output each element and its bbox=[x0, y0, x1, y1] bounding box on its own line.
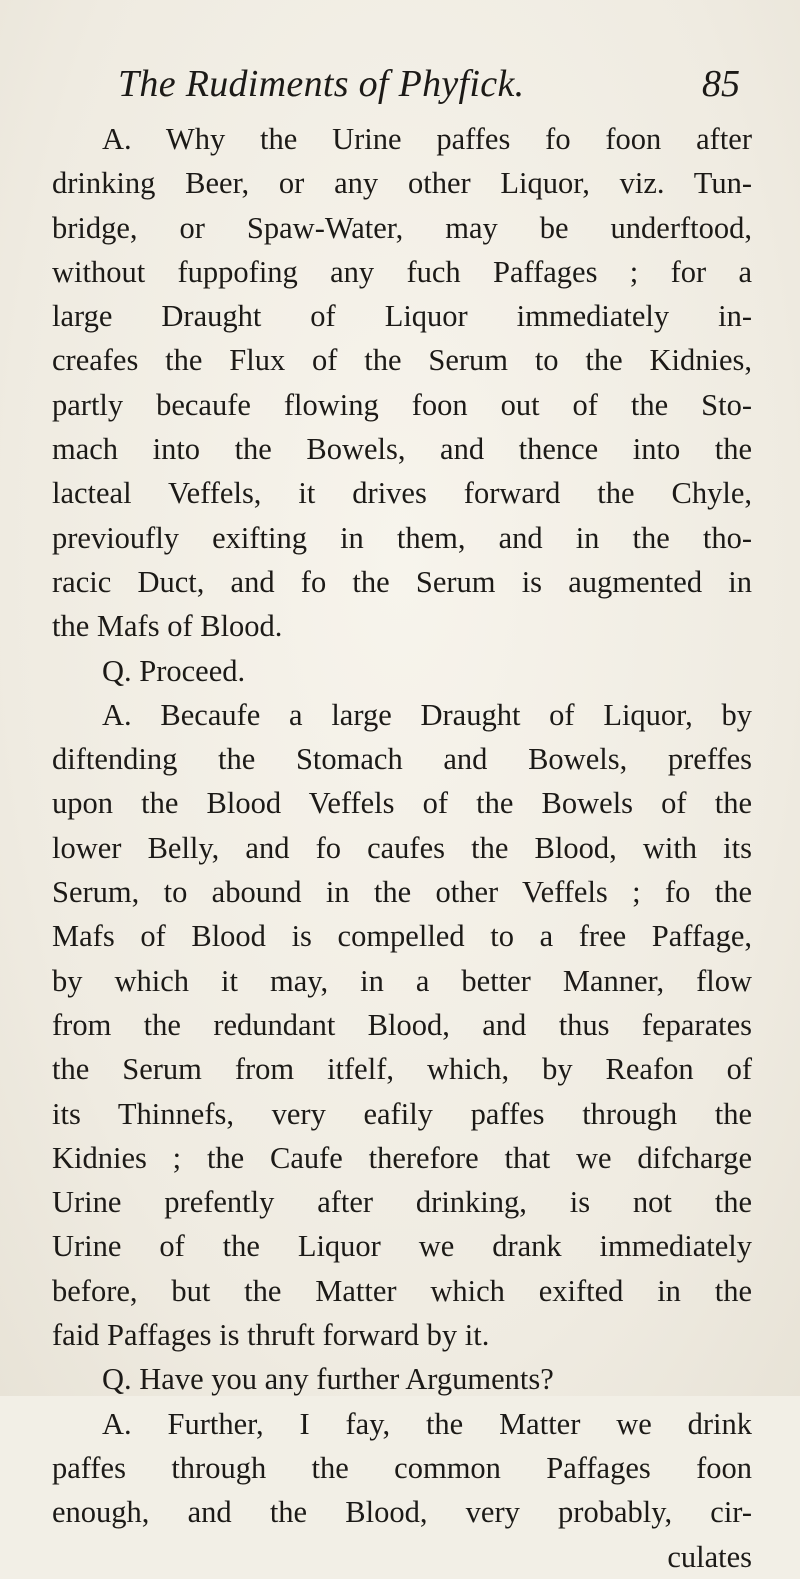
catchword: culates bbox=[667, 1539, 752, 1574]
text-line: paffes through the common Paffages foon bbox=[52, 1450, 752, 1485]
text-line: partly becaufe flowing foon out of the Sto- bbox=[52, 387, 752, 422]
page-header bbox=[118, 62, 740, 112]
running-title: The Rudiments of Phyfick. bbox=[118, 63, 525, 105]
text-line: Q. Have you any further Arguments? bbox=[102, 1362, 554, 1397]
text-line: its Thinnefs, very eafily paffes through the bbox=[52, 1096, 752, 1131]
text-line: creafes the Flux of the Serum to the Kidnies, bbox=[52, 343, 752, 378]
text-line: by which it may, in a better Manner, flow bbox=[52, 963, 752, 998]
text-line: before, but the Matter which exifted in the bbox=[52, 1273, 752, 1308]
text-line: large Draught of Liquor immediately in- bbox=[52, 299, 752, 334]
text-line: faid Paffages is thruft forward by it. bbox=[52, 1318, 490, 1353]
text-line: A. Becaufe a large Draught of Liquor, by bbox=[102, 697, 752, 732]
body-text bbox=[52, 117, 752, 1579]
text-line: previoufly exifting in them, and in the tho- bbox=[52, 520, 752, 555]
text-line: Urine of the Liquor we drank immediately bbox=[52, 1229, 752, 1264]
text-line: Q. Proceed. bbox=[102, 653, 246, 688]
text-line: the Serum from itfelf, which, by Reafon of bbox=[52, 1052, 752, 1087]
text-line: lacteal Veffels, it drives forward the Chyle, bbox=[52, 476, 752, 511]
text-line: Mafs of Blood is compelled to a free Paffage, bbox=[52, 919, 752, 954]
text-line: Serum, to abound in the other Veffels ; fo the bbox=[52, 875, 752, 910]
page-number: 85 bbox=[702, 63, 740, 105]
text-line: drinking Beer, or any other Liquor, viz. Tun- bbox=[52, 166, 752, 201]
text-line: diftending the Stomach and Bowels, preffes bbox=[52, 742, 752, 777]
text-line: upon the Blood Veffels of the Bowels of the bbox=[52, 786, 752, 821]
text-line: racic Duct, and fo the Serum is augmented in bbox=[52, 564, 752, 599]
text-line: A. Further, I fay, the Matter we drink bbox=[102, 1406, 752, 1441]
text-line: the Mafs of Blood. bbox=[52, 609, 283, 644]
text-line: lower Belly, and fo caufes the Blood, with its bbox=[52, 830, 752, 865]
text-line: from the redundant Blood, and thus feparates bbox=[52, 1007, 752, 1042]
text-line: without fuppofing any fuch Paffages ; for a bbox=[52, 254, 752, 289]
text-line: enough, and the Blood, very probably, cir- bbox=[52, 1495, 752, 1530]
text-line: mach into the Bowels, and thence into the bbox=[52, 432, 752, 467]
text-line: Urine prefently after drinking, is not the bbox=[52, 1185, 752, 1220]
text-line: bridge, or Spaw-Water, may be underftood, bbox=[52, 210, 752, 245]
text-line: Kidnies ; the Caufe therefore that we difcharge bbox=[52, 1140, 752, 1175]
text-line: A. Why the Urine paffes fo foon after bbox=[102, 122, 752, 156]
